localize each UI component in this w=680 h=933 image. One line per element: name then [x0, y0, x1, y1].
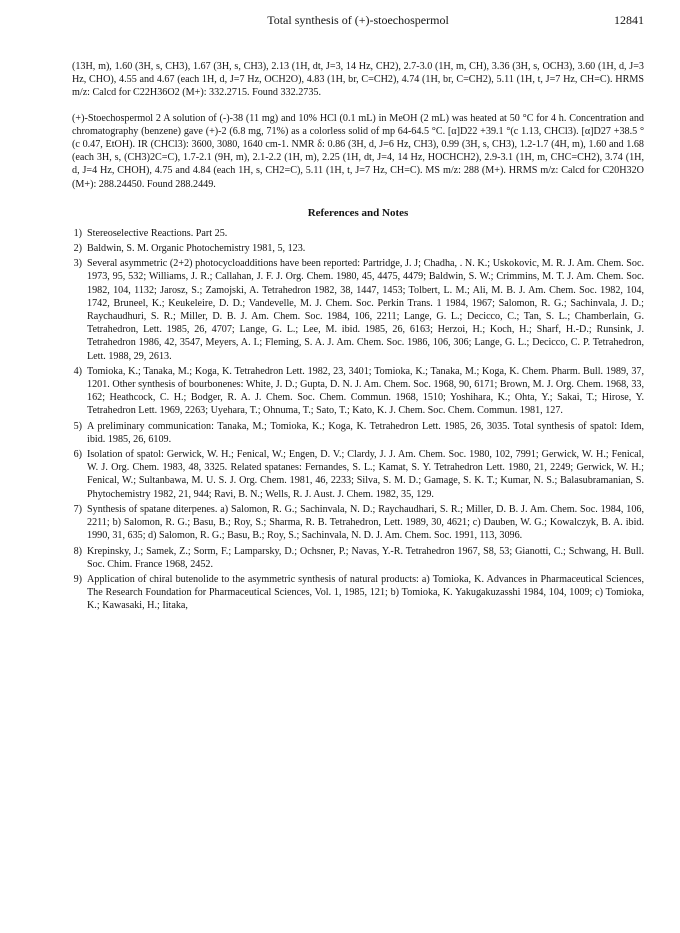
- reference-item: [72, 365, 644, 418]
- reference-number: 1): [73, 227, 82, 239]
- reference-item: [72, 257, 644, 363]
- running-title: Total synthesis of (+)-stoechospermol: [267, 13, 449, 27]
- reference-number: 9): [73, 573, 82, 585]
- reference-text: Krepinsky, J.; Samek, Z.; Sorm, F.; Lamparsky, D.; Ochsner, P.; Navas, Y.-R. Tetrahedron 1967, S8, 53; Gianotti, C.; Schwang, H. Bull. Soc. Chim. France 1968, 2452.: [87, 545, 644, 570]
- reference-text: Baldwin, S. M. Organic Photochemistry 1981, 5, 123.: [87, 243, 306, 255]
- reference-item: [72, 227, 644, 240]
- reference-number: 2): [73, 243, 82, 255]
- reference-item: [72, 242, 644, 255]
- reference-number: 8): [73, 545, 82, 557]
- reference-number: 7): [73, 503, 82, 515]
- running-header: [72, 13, 644, 29]
- article-body: [72, 60, 644, 615]
- reference-text: Tomioka, K.; Tanaka, M.; Koga, K. Tetrahedron Lett. 1982, 23, 3401; Tomioka, K.; Tanaka, M.; Koga, K. Chem. Pharm. Bull. 1989, 37, 1201. Other synthesis of bourbonenes: White, J. D.; Gupta, D. N. J. Am. Chem. Soc. 1968, 90, 6171; Brown, M. J. Org. Chem. 1968, 33, 162; Heathcock, C. H.; Bodger, R. A. J. Chem. Soc. Chem. Commun. 1968, 1510; Yoshihara, K.; Ohta, Y.; Sakai, T.; Hirose, Y. Tetrahedron Lett. 1969, 2263; Uyehara, T.; Ohnuma, T.; Sato, T.; Kato, K. J. Chem. Soc. Chem. Commun. 1981, 127.: [87, 365, 644, 417]
- reference-item: [72, 545, 644, 571]
- reference-list: [72, 227, 644, 613]
- reference-text: Stereoselective Reactions. Part 25.: [87, 227, 228, 239]
- paragraph-gap: [72, 100, 644, 112]
- reference-item: [72, 503, 644, 543]
- reference-number: 6): [73, 449, 82, 461]
- reference-text: Application of chiral butenolide to the asymmetric synthesis of natural products: a) Tomioka, K. Advances in Pharmaceutical Sciences, The Research Foundation for Pharmaceutical Sciences, Vol. 1, 1985, 121; b) Tomioka, K. Yakugakuzasshi 1984, 104, 1009; c) Tomioka, K.; Kawasaki, H.; Iitaka,: [87, 573, 644, 612]
- reference-text: Isolation of spatol: Gerwick, W. H.; Fenical, W.; Engen, D. V.; Clardy, J. J. Am. Chem. Soc. 1980, 102, 7991; Gerwick, W. H.; Fenical, W. J. Org. Chem. 1983, 48, 3325. Related spatanes: Fernandes, S. L.; Kamat, S. Y. Tetrahedron Lett. 1980, 21, 2249; Gerwick, W. H.; Fenical, W.; Sultanbawa, M. U. S. J. Org. Chem. 1981, 46, 2233; Silva, S. M. D.; Gamage, S. K. T.; Kumar, N. S.; Balasubramanian, S. Phytochemistry 1982, 21, 944; Ravi, B. N.; Wells, R. J. Aust. J. Chem. 1982, 35, 129.: [87, 449, 644, 500]
- reference-number: 3): [73, 258, 82, 270]
- references-heading: References and Notes: [307, 206, 409, 219]
- reference-number: 5): [73, 420, 82, 432]
- reference-text: A preliminary communication: Tanaka, M.; Tomioka, K.; Koga, K. Tetrahedron Lett. 1985, 26, 3035. Total synthesis of spatol: Idem, ibid. 1985, 26, 6109.: [87, 420, 644, 445]
- stoechospermol-procedure-paragraph: (+)-Stoechospermol 2 A solution of (-)-38 (11 mg) and 10% HCl (0.1 mL) in MeOH (2 mL) was heated at 50 °C for 4 h. Concentration and chromatography (benzene) gave (+)-2 (6.8 mg, 71%) as a colorless solid of mp 64-64.5 °C. [α]D22 +39.1 °(c 1.13, CHCl3). [α]D27 +38.5 °(c 0.47, EtOH). IR (CHCl3): 3600, 3080, 1640 cm-1. NMR δ: 0.86 (3H, d, J=6 Hz, CH3), 0.99 (3H, s, CH3), 1.2-1.7 (4H, m), 1.60 and 1.68 (each 3H, s, (CH3)2C=C), 1.7-2.1 (9H, m), 2.1-2.2 (1H, m), 2.25 (1H, dt, J=4, 14 Hz, HOCHCH2), 2.9-3.1 (1H, m, CHC=CH2), 3.74 (1H, d, J=4 Hz, CHOH), 4.75 and 4.84 (each 1H, s, CH2=C), 5.11 (1H, t, J=7 Hz, CH=C). MS m/z: 288 (M+). HRMS m/z: Calcd for C20H32O (M+): 288.24450. Found 288.2449.: [72, 112, 644, 190]
- reference-text: Synthesis of spatane diterpenes. a) Salomon, R. G.; Sachinvala, N. D.; Raychaudhari, S. R.; Miller, D. B. J. Am. Chem. Soc. 1984, 106, 2211; b) Salomon, R. G.; Basu, B.; Roy, S.; Sharma, R. B. Tetrahedron, Lett. 1989, 30, 4621; c) Dauben, W. G.; Kowalczyk, B. A. ibid. 1990, 31, 635; d) Salomon, R. G.; Basu, B.; Roy, S.; Sachinvala, N. D. J. Am. Chem. Soc. 1991, 113, 3096.: [87, 503, 644, 542]
- reference-number: 4): [73, 365, 82, 377]
- reference-item: [72, 573, 644, 613]
- page-number: 12841: [614, 13, 644, 27]
- nmr-data-paragraph: (13H, m), 1.60 (3H, s, CH3), 1.67 (3H, s, CH3), 2.13 (1H, dt, J=3, 14 Hz, CH2), 2.7-3.0 (1H, m, CH), 3.36 (3H, s, OCH3), 3.60 (1H, d, J=3 Hz, CHO), 4.55 and 4.67 (each 1H, d, J=7 Hz, OCH2O), 4.83 (1H, br, C=CH2), 4.74 (1H, br, C=CH2), 5.11 (1H, t, J=7 Hz, CH=C). HRMS m/z: Calcd for C22H36O2 (M+): 332.2715. Found 332.2735.: [72, 61, 644, 99]
- reference-item: [72, 448, 644, 501]
- reference-item: [72, 420, 644, 446]
- reference-text: Several asymmetric (2+2) photocycloadditions have been reported: Partridge, J. J; Chadha, . N. K.; Uskokovic, M. R. J. Am. Chem. Soc. 1973, 95, 532; Williams, J. R.; Callahan, J. F. J. Org. Chem. 1980, 45, 4475, 4479; Baldwin, S. W.; Crimmins, M. T. J. Am. Chem. Soc. 1982, 104, 1132; Jarosz, S.; Zamojski, A. Tetrahedron 1982, 38, 1447, 1453; Tolbert, L. M.; Ali, M. B. J. Am. Chem. Soc. 1982, 104, 1742, Bruneel, K.; Keukeleire, D. D.; Vandevelle, M. J. Chem. Soc. Perkin Trans. 1 1984, 1967; Salomon, R. G.; Sachinvala, J. D.; Raychaudhuri, S. R.; Miller, D. B. J. Am. Chem. Soc. 1984, 106, 2211; Lange, G. L.; Decicco, C.; Tan, S. L.; Chamberlain, G. Tetrahedron, Lett. 1985, 26, 4707; Lange, G. L.; Lee, M. ibid. 1985, 26, 6163; Herzoi, H.; Koch, H.; Sharf, H.-D.; Runsink, J. Tetrahedron 1986, 42, 3547, Meyers, A. I.; Fleming, S. A. J. Am. Chem. Soc. 1986, 106, 306; Lange, G. L.; Decicco, C. P. Tetrahedron, Lett. 1988, 29, 2613.: [87, 258, 644, 362]
